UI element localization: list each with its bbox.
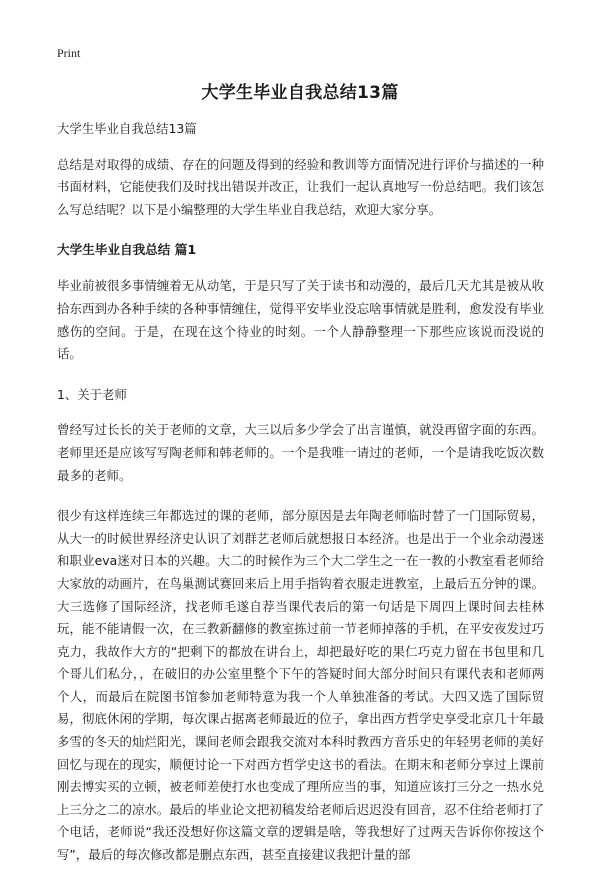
paragraph-2: 曾经写过长长的关于老师的文章，大三以后多少学会了出言谨慎，就没再留字面的东西。老师里还是应该写写陶老师和韩老师的。一个是我唯一请过的老师，一个是请我吃饭次数最多的老师。 <box>57 422 544 483</box>
intro-paragraph: 总结是对取得的成绩、存在的问题及得到的经验和教训等方面情况进行评价与描述的一种书面材料，它能使我们及时找出错误并改正，让我们一起认真地写一份总结吧。我们该怎么写总结呢？以下是小编整理的大学生毕业自我总结，欢迎大家分享。 <box>57 156 544 217</box>
document-title: 大学生毕业自我总结13篇 <box>201 83 399 103</box>
paragraph-1: 毕业前被很多事情缠着无从动笔，于是只写了关于读书和动漫的，最后几天尤其是被从收拾东西到办各种手续的各种事情缠住，觉得平安毕业没忘啥事情就是胜利，愈发没有毕业感伤的空间。于是，在现在这个待业的时刻。一个人静静整理一下那些应该说而没说的话。 <box>57 278 544 362</box>
document-subtitle: 大学生毕业自我总结13篇 <box>57 121 197 136</box>
article-heading: 大学生毕业自我总结 篇1 <box>57 242 197 258</box>
paragraph-3: 很少有这样连续三年都选过的课的老师，部分原因是去年陶老师临时替了一门国际贸易，从大一的时候世界经济史认识了刘群艺老师后就想报日本经济。也是出于一个业余动漫迷和职业eva迷对日本的兴趣。大二的时候作为三个大二学生之一在一教的小教室看老师给大家放的动画片，在鸟巢测试赛回来后上用手指钩着衣服走进教室，上最后五分钟的课。大三选修了国际经济，找老师毛遂自荐当课代表后的第一句话是下周四上课时间去桂林玩，能不能请假一次，在三教新翻修的教室拣过前一节老师掉落的手机，在平安夜发过巧克力，我故作大方的“把剩下的都放在讲台上，却把最好吃的果仁巧克力留在书包里和几个哥儿们私分，，在破旧的办公室里整个下午的答疑时间大部分时间只有课代表和老师两个人，而最后在院图书馆参加老师特意为我一个人单独准备的考试。大四又选了国际贸易，彻底休闲的学期，每次课占据离老师最近的位子，拿出西方哲学史享受北京几十年最多雪的冬天的灿烂阳光，课间老师会跟我交流对本科时教西方音乐史的年轻男老师的美好回忆与现在的现实，顺便讨论一下对西方哲学史这书的看法。在期末和老师分享过上课前刚去博实买的立顿，被老师差使打水也变成了理所应当的事，知道应该打三分之一热水兑上三分之二的凉水。最后的毕业论文把初稿发给老师后迟迟没有回音，忍不住给老师打了个电话，老师说“我还没想好你这篇文章的逻辑是啥，等我想好了过两天告诉你你按这个写”，最后的每次修改都是删点东西，甚至直接建议我把计量的部 <box>57 508 544 863</box>
print-link[interactable]: Print <box>57 46 81 60</box>
document-body <box>57 118 544 885</box>
section-heading-teachers: 1、关于老师 <box>57 386 127 402</box>
